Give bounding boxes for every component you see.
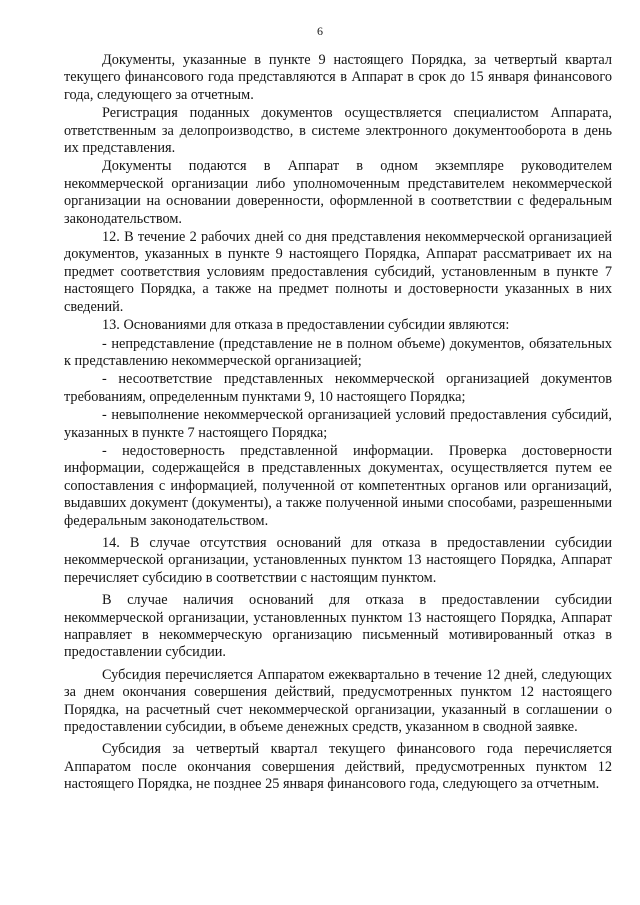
paragraph-registration: Регистрация поданных документов осуществляется специалистом Аппарата, ответственным за делопроизводство, в системе электронного документооборота в день их представления. bbox=[64, 105, 612, 157]
list-item-non-fulfillment: - невыполнение некоммерческой организацией условий предоставления субсидий, указанных в пункте 7 настоящего Порядка; bbox=[64, 407, 612, 441]
paragraph-quarterly-transfer: Субсидия перечисляется Аппаратом ежеквартально в течение 12 дней, следующих за днем окончания совершения действий, предусмотренных пунктом 12 настоящего Порядка, на расчетный счет некоммерческой организации, указанный в соглашении о предоставлении субсидии, в объеме денежных средств, указанном в сводной заявке. bbox=[64, 666, 612, 736]
paragraph-item-12: 12. В течение 2 рабочих дней со дня представления некоммерческой организацией документов, указанных в пункте 9 настоящего Порядка, Аппарат рассматривает их на предмет соответствия условиям предоставления субсидий, установленным в пункте 7 настоящего Порядка, а также на предмет полноты и достоверности указанных в них сведений. bbox=[64, 229, 612, 315]
paragraph-submission: Документы подаются в Аппарат в одном экземпляре руководителем некоммерческой организации либо уполномоченным представителем некоммерческой организации на основании доверенности, оформленной в соответствии с федеральным законодательством. bbox=[64, 158, 612, 227]
paragraph-refusal: В случае наличия оснований для отказа в предоставлении субсидии некоммерческой организации, установленных пунктом 13 настоящего Порядка, Аппарат направляет в некоммерческую организацию письменный мотивированный отказ в предоставлении субсидии. bbox=[64, 592, 612, 661]
paragraph-item-13: 13. Основаниями для отказа в предоставлении субсидии являются: bbox=[102, 317, 510, 334]
list-item-unreliability: - недостоверность представленной информации. Проверка достоверности информации, содержащейся в представленных документах, осуществляется путем ее сопоставления с информацией, полученной от компетентных органов или организаций, выдавших документ (документы), а также полученной иными способами, разрешенными федеральным законодательством. bbox=[64, 442, 612, 529]
page-number: 6 bbox=[317, 24, 323, 38]
document-body bbox=[64, 52, 612, 794]
list-item-non-submission: - непредставление (представление не в полном объеме) документов, обязательных к представлению некоммерческой организацией; bbox=[64, 335, 612, 369]
paragraph-item-14: 14. В случае отсутствия оснований для отказа в предоставлении субсидии некоммерческой организации, установленных пунктом 13 настоящего Порядка, Аппарат перечисляет субсидию в соответствии с настоящим пунктом. bbox=[64, 534, 612, 586]
paragraph-documents-q4-deadline: Документы, указанные в пункте 9 настоящего Порядка, за четвертый квартал текущего финансового года представляются в Аппарат в срок до 15 января финансового года, следующего за отчетным. bbox=[64, 52, 612, 103]
paragraph-q4-transfer: Субсидия за четвертый квартал текущего финансового года перечисляется Аппаратом после окончания совершения действий, предусмотренных пунктом 12 настоящего Порядка, не позднее 25 января финансового года, следующего за отчетным. bbox=[64, 741, 612, 793]
list-item-non-compliance: - несоответствие представленных некоммерческой организацией документов требованиям, определенным пунктами 9, 10 настоящего Порядка; bbox=[64, 371, 612, 405]
